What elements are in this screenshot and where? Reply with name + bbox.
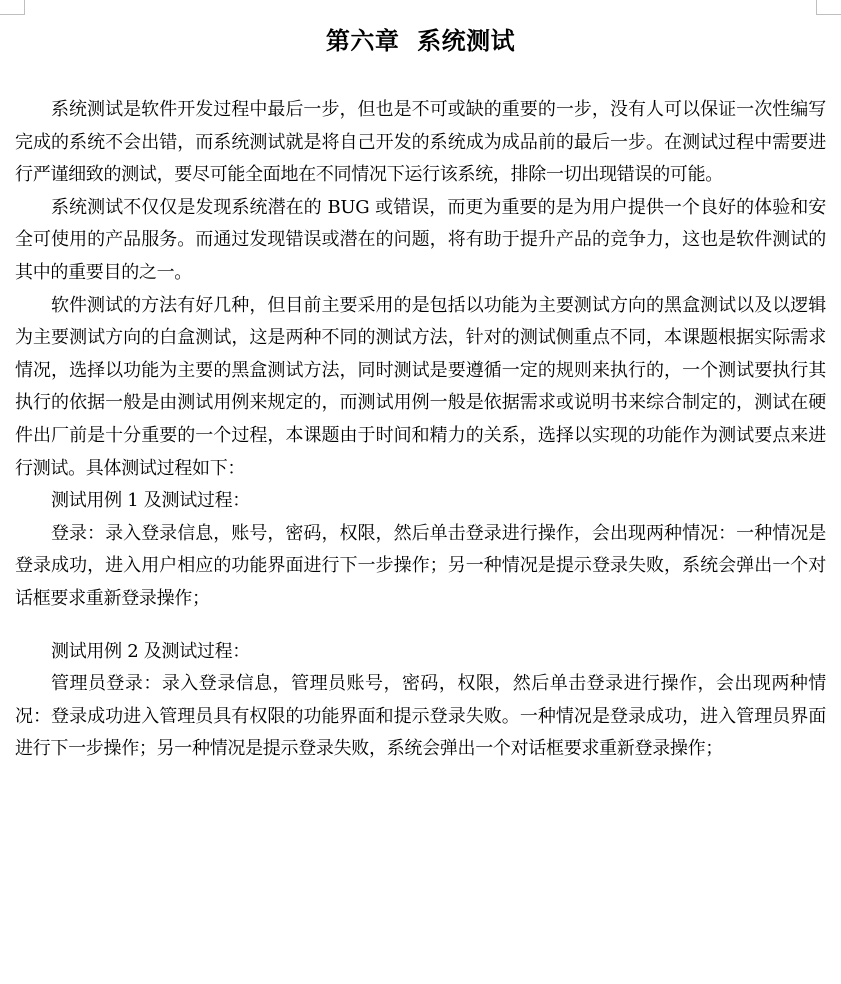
crop-mark-top-right (816, 0, 841, 15)
test-case-2-description: 管理员登录：录入登录信息，管理员账号，密码，权限，然后单击登录进行操作，会出现两种情况：登录成功进入管理员具有权限的功能界面和提示登录失败。一种情况是登录成功，进入管理员界面进行下一步操作；另一种情况是提示登录失败，系统会弹出一个对话框要求重新登录操作； (15, 673, 826, 760)
paragraph-purpose: 系统测试不仅仅是发现系统潜在的 BUG 或错误，而更为重要的是为用户提供一个良好的体验和安全可使用的产品服务。而通过发现错误或潜在的问题，将有助于提升产品的竞争力，这也是软件测试的其中的重要目的之一。 (15, 196, 826, 283)
paragraph-intro: 系统测试是软件开发过程中最后一步，但也是不可或缺的重要的一步，没有人可以保证一次性编写完成的系统不会出错，而系统测试就是将自己开发的系统成为成品前的最后一步。在测试过程中需要进行严谨细致的测试，要尽可能全面地在不同情况下运行该系统，排除一切出现错误的可能。 (15, 99, 826, 186)
test-case-1-heading: 测试用例 1 及测试过程： (51, 490, 250, 512)
document-page (15, 22, 826, 766)
test-case-2-heading: 测试用例 2 及测试过程： (51, 640, 250, 662)
paragraph-methods: 软件测试的方法有好几种，但目前主要采用的是包括以功能为主要测试方向的黑盒测试以及以逻辑为主要测试方向的白盒测试，这是两种不同的测试方法，针对的测试侧重点不同，本课题根据实际需求情况，选择以功能为主要的黑盒测试方法，同时测试是要遵循一定的规则来执行的，一个测试要执行其执行的依据一般是由测试用例来规定的，而测试用例一般是依据需求或说明书来综合制定的，测试在硬件出厂前是十分重要的一个过程，本课题由于时间和精力的关系，选择以实现的功能作为测试要点来进行测试。具体测试过程如下： (15, 294, 826, 479)
test-case-1-description: 登录：录入登录信息，账号，密码，权限，然后单击登录进行操作，会出现两种情况：一种情况是登录成功，进入用户相应的功能界面进行下一步操作；另一种情况是提示登录失败，系统会弹出一个对话框要求重新登录操作； (15, 522, 826, 609)
crop-mark-top-left (0, 0, 25, 15)
chapter-title: 第六章 系统测试 (325, 27, 516, 55)
